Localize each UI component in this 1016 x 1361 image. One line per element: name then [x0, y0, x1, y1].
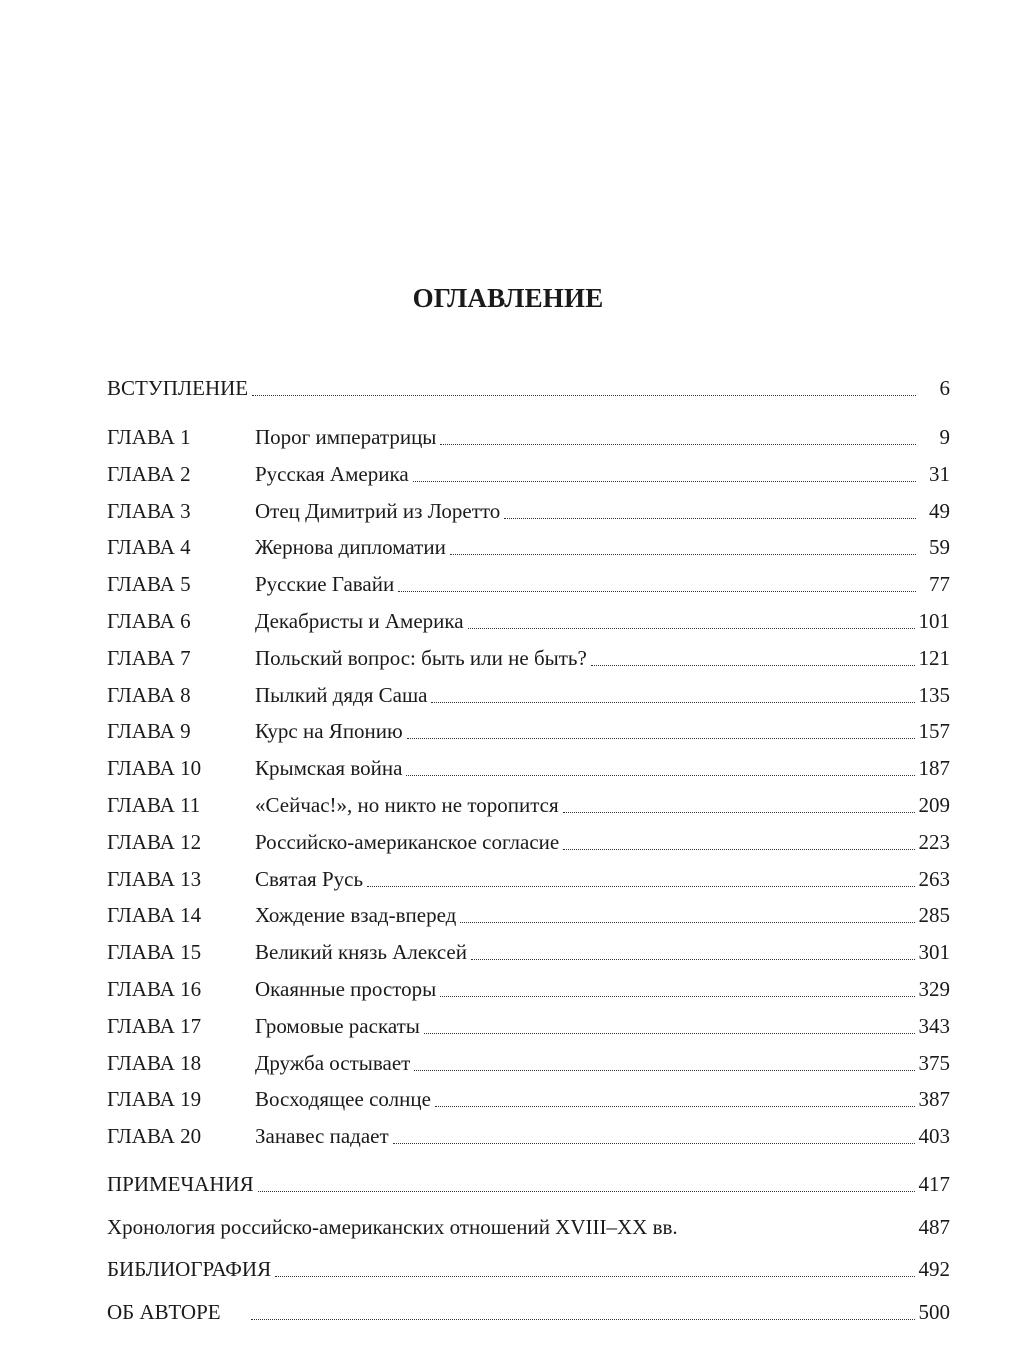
- dot-leader: [367, 885, 914, 887]
- dot-leader: [468, 627, 915, 629]
- dot-leader: [682, 1233, 915, 1235]
- toc-entry-chapter[interactable]: [107, 976, 950, 1002]
- dot-leader: [413, 480, 916, 482]
- chapter-number: ГЛАВА 6: [107, 609, 191, 633]
- page-title: ОГЛАВЛЕНИЕ: [412, 283, 604, 313]
- toc-page-number: 417: [918, 1172, 950, 1196]
- toc-page-number: 387: [918, 1087, 950, 1112]
- toc-page-number: 329: [918, 977, 950, 1001]
- toc-entry-chapter[interactable]: [107, 1123, 950, 1149]
- toc-entry-label: ОБ АВТОРЕ: [107, 1300, 221, 1324]
- toc-page-number: 285: [918, 903, 950, 928]
- toc-entry-label: Хронология российско-американских отношений XVIII–XX вв.: [107, 1215, 678, 1239]
- toc-entry-chapter[interactable]: [107, 939, 950, 965]
- toc-page-number: 209: [918, 793, 950, 817]
- chapter-title: Русские Гавайи: [255, 572, 395, 597]
- toc-page-number: 101: [918, 609, 950, 633]
- toc-entry-notes[interactable]: [107, 1171, 950, 1197]
- chapter-title: Курс на Японию: [255, 719, 403, 744]
- dot-leader: [563, 848, 914, 850]
- toc-entry-intro[interactable]: [107, 375, 950, 401]
- dot-leader: [398, 590, 916, 592]
- chapter-title: Дружба остывает: [255, 1050, 411, 1075]
- toc-page-number: 375: [918, 1050, 950, 1075]
- toc-entry-chapter[interactable]: [107, 461, 950, 487]
- chapter-title: «Сейчас!», но никто не торопится: [255, 793, 559, 817]
- toc-entry-chapter[interactable]: [107, 792, 950, 818]
- toc-page-number: 343: [918, 1013, 950, 1038]
- toc-entry-chapter[interactable]: [107, 534, 950, 560]
- chapter-number: ГЛАВА 2: [107, 461, 191, 486]
- dot-leader: [440, 443, 916, 445]
- chapter-number: ГЛАВА 8: [107, 682, 191, 707]
- toc-entry-chapter[interactable]: [107, 1013, 950, 1039]
- dot-leader: [424, 1032, 915, 1034]
- chapter-number: ГЛАВА 5: [107, 572, 191, 597]
- chapter-number: ГЛАВА 12: [107, 829, 202, 854]
- chapter-number: ГЛАВА 14: [107, 903, 202, 928]
- chapter-title: Польский вопрос: быть или не быть?: [255, 645, 587, 670]
- chapter-title: Отец Димитрий из Лоретто: [255, 498, 501, 523]
- toc-entry-label: ВСТУПЛЕНИЕ: [107, 376, 249, 400]
- toc-page-number: 157: [918, 719, 950, 744]
- chapter-number: ГЛАВА 10: [107, 756, 202, 781]
- toc-page-number: 263: [918, 866, 950, 891]
- chapter-title: Громовые раскаты: [255, 1013, 420, 1038]
- dot-leader: [591, 664, 915, 666]
- chapter-title: Святая Русь: [255, 866, 364, 891]
- toc-page-number: 487: [918, 1215, 950, 1239]
- dot-leader: [431, 701, 914, 703]
- chapter-number: ГЛАВА 15: [107, 940, 202, 965]
- toc-page-number: 301: [918, 940, 950, 965]
- chapter-title: Восходящее солнце: [255, 1087, 431, 1112]
- dot-leader: [407, 737, 915, 739]
- chapter-number: ГЛАВА 3: [107, 498, 191, 523]
- chapter-title: Великий князь Алексей: [255, 940, 467, 965]
- toc-page-number: 49: [929, 498, 950, 523]
- chapter-title: Порог императрицы: [255, 425, 437, 449]
- toc-entry-label: ПРИМЕЧАНИЯ: [107, 1172, 254, 1196]
- chapter-number: ГЛАВА 4: [107, 535, 191, 560]
- dot-leader: [435, 1105, 915, 1107]
- dot-leader: [393, 1142, 915, 1144]
- chapter-title: Занавес падает: [255, 1124, 389, 1149]
- dot-leader: [460, 921, 914, 923]
- dot-leader: [563, 811, 915, 813]
- dot-leader: [275, 1275, 914, 1277]
- toc-entry-chapter[interactable]: [107, 424, 950, 450]
- chapter-title: Хождение взад-вперед: [255, 903, 457, 928]
- toc-entry-chapter[interactable]: [107, 902, 950, 928]
- chapter-number: ГЛАВА 16: [107, 977, 202, 1001]
- chapter-title: Окаянные просторы: [255, 977, 437, 1001]
- toc-entry-chapter[interactable]: [107, 498, 950, 524]
- toc-page-number: 9: [939, 425, 950, 449]
- toc-page-number: 492: [918, 1257, 950, 1281]
- toc-entry-about[interactable]: [107, 1299, 950, 1325]
- toc-entry-label: БИБЛИОГРАФИЯ: [107, 1257, 272, 1281]
- toc-entry-chapter[interactable]: [107, 1050, 950, 1076]
- chapter-number: ГЛАВА 1: [107, 425, 191, 449]
- toc-entry-chronology[interactable]: [107, 1214, 950, 1240]
- dot-leader: [406, 774, 914, 776]
- dot-leader: [504, 517, 916, 519]
- dot-leader: [251, 1318, 915, 1320]
- toc-entry-chapter[interactable]: [107, 682, 950, 708]
- dot-leader: [471, 958, 915, 960]
- toc-entry-bibliography[interactable]: [107, 1256, 950, 1282]
- toc-page-number: 135: [918, 682, 950, 707]
- dot-leader: [414, 1069, 914, 1071]
- dot-leader: [258, 1190, 915, 1192]
- chapter-title: Жернова дипломатии: [255, 535, 446, 560]
- toc-page-number: 500: [918, 1300, 950, 1324]
- toc-page-number: 6: [939, 376, 950, 400]
- chapter-title: Российско-американское согласие: [255, 829, 560, 854]
- chapter-number: ГЛАВА 7: [107, 645, 191, 670]
- toc-entry-chapter[interactable]: [107, 866, 950, 892]
- chapter-number: ГЛАВА 11: [107, 793, 201, 817]
- chapter-title: Пылкий дядя Саша: [255, 682, 428, 707]
- chapter-number: ГЛАВА 18: [107, 1050, 202, 1075]
- toc-entry-chapter[interactable]: [107, 829, 950, 855]
- chapter-title: Русская Америка: [255, 461, 409, 486]
- toc-entry-chapter[interactable]: [107, 571, 950, 597]
- chapter-number: ГЛАВА 13: [107, 866, 202, 891]
- toc-page-number: 121: [918, 645, 950, 670]
- toc-page-number: 59: [929, 535, 950, 560]
- toc-page-number: 77: [929, 572, 950, 597]
- dot-leader: [252, 394, 916, 396]
- chapter-title: Крымская война: [255, 756, 403, 781]
- toc-page-number: 31: [929, 461, 950, 486]
- toc-page-number: 187: [918, 756, 950, 781]
- chapter-number: ГЛАВА 20: [107, 1124, 202, 1149]
- dot-leader: [440, 995, 914, 997]
- toc-page-number: 223: [918, 829, 950, 854]
- toc-entry-chapter[interactable]: [107, 755, 950, 781]
- toc-entry-chapter[interactable]: [107, 1086, 950, 1112]
- toc-page-number: 403: [918, 1124, 950, 1149]
- toc-entry-chapter[interactable]: [107, 608, 950, 634]
- chapter-title: Декабристы и Америка: [255, 609, 464, 633]
- toc-entry-chapter[interactable]: [107, 645, 950, 671]
- chapter-number: ГЛАВА 9: [107, 719, 191, 744]
- dot-leader: [450, 553, 916, 555]
- chapter-number: ГЛАВА 17: [107, 1013, 202, 1038]
- chapter-number: ГЛАВА 19: [107, 1087, 202, 1112]
- toc-entry-chapter[interactable]: [107, 718, 950, 744]
